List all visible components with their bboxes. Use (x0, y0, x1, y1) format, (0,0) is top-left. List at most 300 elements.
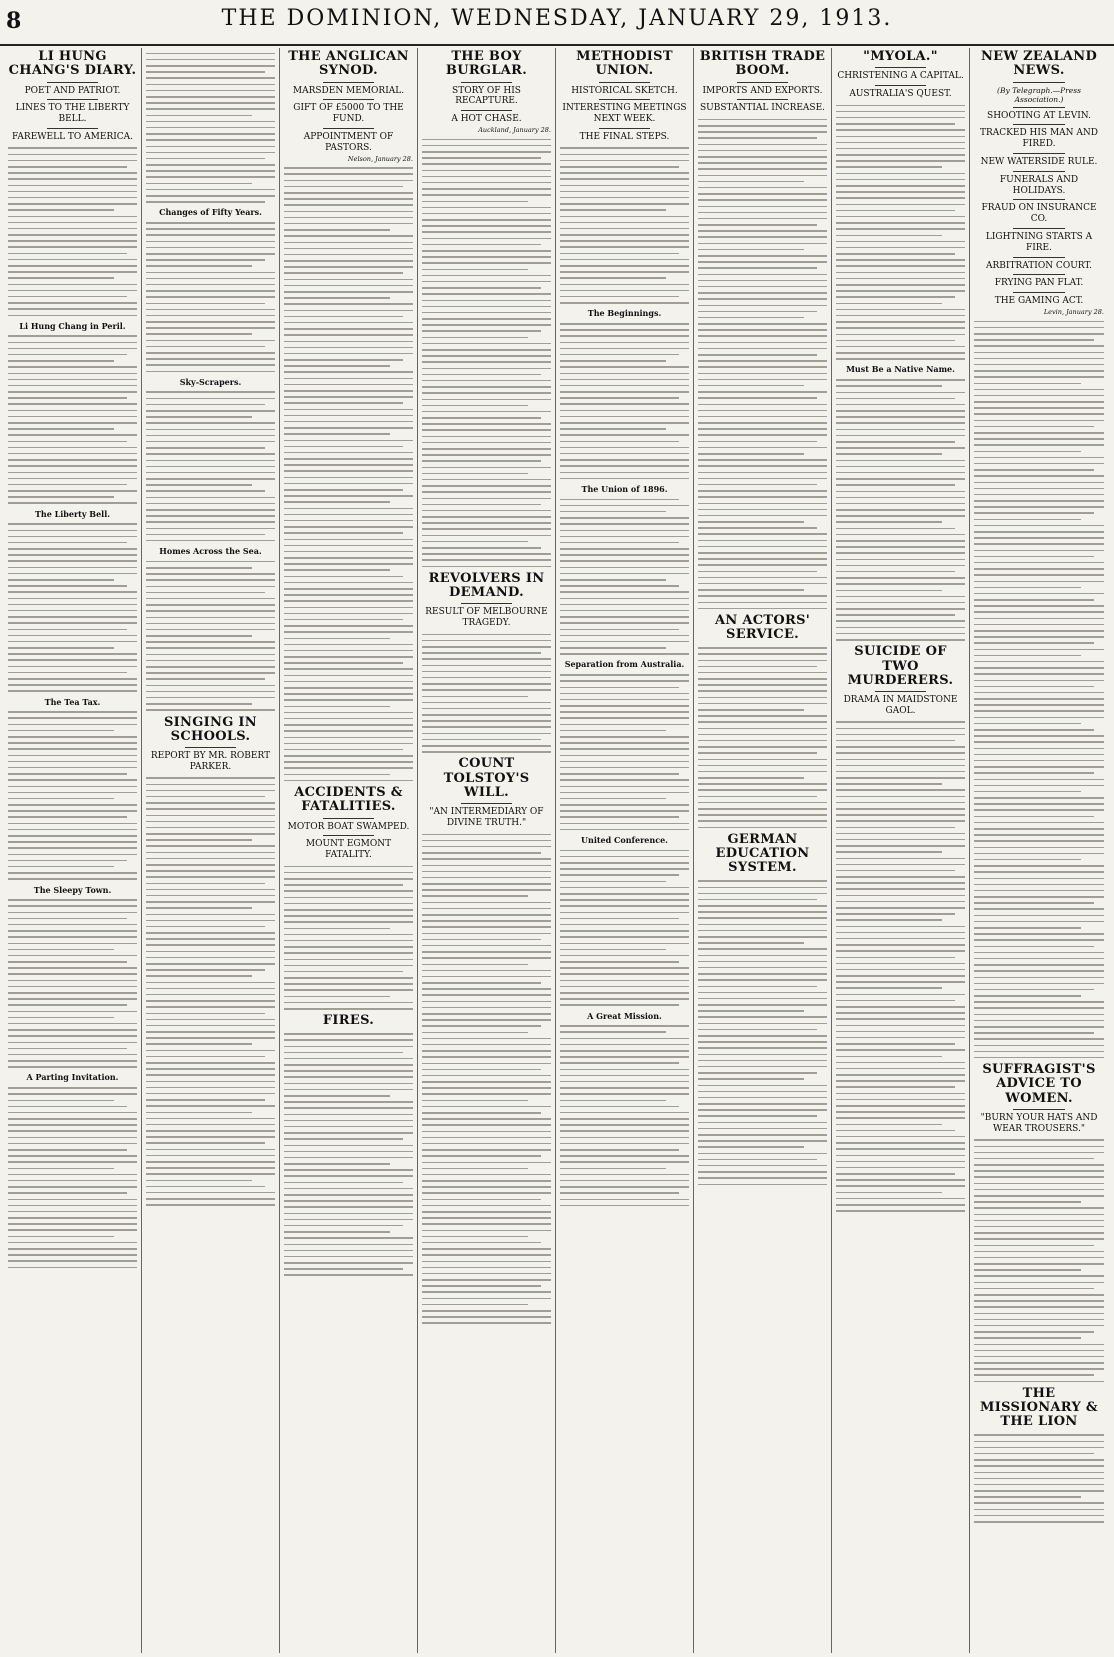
text-line (8, 905, 137, 907)
text-line (422, 1261, 551, 1263)
text-line (422, 1186, 551, 1188)
text-line (8, 403, 137, 405)
text-line (836, 216, 965, 218)
text-line (284, 693, 413, 695)
text-line (422, 1205, 551, 1207)
text-line (560, 154, 689, 156)
text-line (836, 808, 965, 810)
text-line (284, 266, 413, 268)
text-line (974, 1472, 1104, 1474)
text-line (422, 640, 551, 642)
text-line (284, 878, 413, 880)
text-line (698, 820, 827, 822)
text-line (560, 523, 689, 525)
text-line (8, 496, 114, 498)
text-line (284, 1132, 413, 1134)
text-line (284, 1083, 413, 1085)
text-line (284, 576, 403, 578)
dateline: Nelson, January 28. (347, 154, 413, 163)
text-line (698, 771, 827, 773)
text-line (698, 589, 804, 591)
text-line (560, 191, 689, 193)
text-line (836, 746, 965, 748)
text-line (698, 1072, 817, 1074)
text-line (974, 1294, 1104, 1296)
text-line (422, 1025, 541, 1027)
text-line (8, 172, 137, 174)
text-line (836, 540, 965, 542)
text-line (8, 598, 137, 600)
text-line (8, 816, 127, 818)
text-line (284, 514, 413, 516)
text-line (146, 195, 275, 197)
masthead (0, 0, 1114, 46)
article (974, 50, 1104, 1058)
text-line (974, 1170, 1104, 1172)
text-line (422, 337, 528, 339)
section-heading: Li Hung Chang in Peril. (19, 320, 126, 331)
text-line (560, 887, 689, 889)
text-line (974, 1453, 1094, 1455)
text-line (146, 272, 275, 274)
divider (323, 835, 375, 836)
article-headline: SINGING IN SCHOOLS. (163, 714, 257, 744)
text-line (560, 422, 689, 424)
text-line (422, 225, 551, 227)
text-line (146, 561, 275, 563)
text-line (284, 1194, 413, 1196)
text-line (146, 77, 275, 79)
text-line (836, 278, 965, 280)
text-line (422, 312, 551, 314)
text-line (422, 293, 551, 295)
text-line (284, 890, 413, 892)
text-line (146, 703, 252, 705)
text-line (974, 401, 1104, 403)
text-line (698, 373, 827, 375)
text-line (698, 967, 827, 969)
text-line (284, 718, 413, 720)
text-line (836, 814, 965, 816)
text-line (836, 327, 965, 329)
text-line (974, 989, 1094, 991)
text-line (698, 948, 827, 950)
text-line (560, 862, 689, 864)
text-line (698, 360, 827, 362)
text-line (698, 1109, 827, 1111)
text-line (974, 420, 1104, 422)
text-line (284, 1231, 390, 1233)
text-line (974, 482, 1104, 484)
text-line (698, 490, 827, 492)
text-line (974, 1051, 1104, 1053)
text-line (974, 964, 1104, 966)
text-line (560, 246, 689, 248)
divider (599, 99, 651, 100)
text-line (422, 213, 551, 215)
text-line (8, 478, 137, 480)
text-line (8, 560, 137, 562)
text-line (8, 530, 137, 532)
text-line (560, 724, 689, 726)
article-subheading: REPORT BY MR. ROBERT PARKER. (150, 751, 271, 772)
text-line (284, 681, 413, 683)
text-line (836, 571, 955, 573)
text-line (8, 290, 137, 292)
text-line (422, 522, 551, 524)
text-line (974, 723, 1081, 725)
text-line (836, 210, 955, 212)
article-subheading: "BURN YOUR HATS AND WEAR TROUSERS." (980, 1113, 1098, 1134)
text-line (974, 636, 1104, 638)
text-line (284, 656, 413, 658)
text-line (422, 1267, 551, 1269)
text-line (8, 1017, 114, 1019)
text-line (8, 998, 137, 1000)
section-heading: Must Be a Native Name. (846, 364, 955, 375)
text-line (8, 1093, 137, 1095)
text-line (284, 402, 403, 404)
text-line (698, 175, 827, 177)
text-line (284, 1114, 413, 1116)
text-line (146, 944, 275, 946)
text-line (560, 693, 689, 695)
text-line (146, 65, 275, 67)
divider (1013, 153, 1065, 154)
article-body (698, 119, 827, 609)
text-line (146, 1068, 275, 1070)
text-line (8, 1042, 137, 1044)
text-line (422, 733, 551, 735)
article-subheading: STORY OF HIS RECAPTURE. (452, 85, 521, 107)
text-line (974, 1490, 1104, 1492)
text-line (284, 1120, 413, 1122)
text-line (560, 222, 689, 224)
text-line (8, 228, 137, 230)
article-body (836, 721, 965, 1211)
column-6 (694, 48, 832, 1653)
text-line (698, 1004, 827, 1006)
article-subheading: DRAMA IN MAIDSTONE GAOL. (843, 695, 958, 716)
text-line (146, 994, 275, 996)
text-line (284, 934, 413, 936)
text-line (560, 1044, 689, 1046)
text-line (284, 1274, 413, 1276)
article-body (974, 1434, 1104, 1522)
text-line (422, 528, 551, 530)
text-line (698, 973, 827, 975)
text-line (8, 823, 137, 825)
text-line (836, 759, 965, 761)
text-line (8, 943, 137, 945)
text-line (974, 797, 1104, 799)
text-line (8, 579, 114, 581)
text-line (422, 423, 551, 425)
text-line (974, 1226, 1104, 1228)
article-headline: GERMAN EDUCATION SYSTEM. (715, 831, 810, 876)
text-line (698, 286, 827, 288)
text-line (284, 588, 413, 590)
text-line (422, 1155, 541, 1157)
text-line (836, 197, 965, 199)
text-line (422, 287, 541, 289)
text-line (698, 459, 827, 461)
text-line (974, 1232, 1104, 1234)
article (422, 572, 551, 753)
text-line (560, 385, 689, 387)
text-line (8, 416, 137, 418)
text-line (560, 416, 689, 418)
text-line (146, 957, 275, 959)
text-line (974, 1026, 1104, 1028)
article-subheading: THE FINAL STEPS. (579, 131, 670, 142)
text-line (284, 1101, 413, 1103)
text-line (560, 354, 679, 356)
text-line (836, 919, 942, 921)
text-line (422, 1199, 541, 1201)
text-line (836, 1037, 965, 1039)
text-line (560, 1100, 666, 1102)
text-line (836, 136, 965, 138)
text-line (560, 792, 689, 794)
text-line (146, 1167, 275, 1169)
text-line (284, 341, 413, 343)
text-line (698, 274, 827, 276)
article-body (836, 105, 965, 641)
text-line (146, 391, 275, 393)
text-line (422, 1162, 551, 1164)
text-line (974, 977, 1104, 979)
text-line (974, 946, 1094, 948)
text-line (836, 392, 965, 394)
text-line (698, 478, 827, 480)
text-line (146, 1136, 275, 1138)
text-line (146, 1155, 275, 1157)
article-headline: NEW ZEALAND NEWS. (980, 49, 1098, 79)
text-line (836, 303, 942, 305)
text-line (422, 714, 551, 716)
text-line (422, 417, 541, 419)
text-line (836, 460, 965, 462)
divider (461, 110, 513, 111)
text-line (560, 530, 689, 532)
text-line (146, 876, 275, 878)
text-line (974, 958, 1104, 960)
section-heading: The Liberty Bell. (34, 508, 111, 519)
text-line (560, 955, 689, 957)
text-line (560, 240, 689, 242)
text-line (560, 992, 689, 994)
text-line (836, 882, 965, 884)
text-line (698, 752, 817, 754)
text-line (284, 650, 413, 652)
text-line (422, 1180, 551, 1182)
text-line (974, 834, 1104, 836)
text-line (698, 385, 804, 387)
text-line (284, 539, 413, 541)
text-line (8, 277, 114, 279)
text-line (698, 1134, 827, 1136)
text-line (8, 748, 137, 750)
text-line (698, 453, 804, 455)
text-line (8, 271, 137, 273)
section-heading: Sky-Scrapers. (179, 376, 242, 387)
text-line (422, 1081, 551, 1083)
text-line (560, 410, 689, 412)
text-line (836, 1062, 965, 1064)
text-line (422, 176, 551, 178)
text-line (974, 1362, 1104, 1364)
text-line (974, 921, 1104, 923)
text-line (974, 1045, 1104, 1047)
text-line (560, 705, 689, 707)
text-line (560, 1112, 689, 1114)
text-line (974, 1195, 1104, 1197)
article (422, 757, 551, 1323)
text-line (8, 1106, 127, 1108)
text-line (422, 281, 551, 283)
text-line (422, 1050, 551, 1052)
text-line (422, 380, 551, 382)
text-line (560, 604, 689, 606)
text-line (560, 810, 689, 812)
text-line (284, 279, 413, 281)
text-line (284, 989, 413, 991)
text-line (836, 1025, 965, 1027)
text-line (974, 1020, 1104, 1022)
article-body (146, 777, 275, 1205)
text-line (560, 1137, 689, 1139)
text-line (560, 403, 689, 405)
text-line (974, 1368, 1104, 1370)
text-line (698, 280, 827, 282)
text-line (422, 683, 551, 685)
text-line (836, 895, 965, 897)
text-line (284, 353, 413, 355)
text-line (146, 515, 275, 517)
text-line (560, 905, 689, 907)
text-line (974, 407, 1104, 409)
text-line (146, 833, 275, 835)
text-line (974, 1245, 1094, 1247)
text-line (698, 397, 817, 399)
text-line (284, 965, 413, 967)
article-headline: SUFFRAGIST'S ADVICE TO WOMEN. (982, 1062, 1096, 1106)
text-line (8, 1236, 114, 1238)
column-1 (4, 48, 142, 1653)
text-line (8, 1242, 137, 1244)
column-7 (832, 48, 970, 1653)
text-line (974, 1306, 1104, 1308)
text-line (836, 833, 965, 835)
text-line (8, 1054, 137, 1056)
text-line (698, 428, 827, 430)
text-line (974, 593, 1104, 595)
text-line (146, 821, 275, 823)
text-line (8, 490, 137, 492)
text-line (560, 730, 666, 732)
text-line (8, 860, 127, 862)
text-line (698, 206, 827, 208)
text-line (284, 316, 403, 318)
text-line (560, 499, 679, 501)
text-line (698, 329, 827, 331)
text-line (422, 933, 551, 935)
text-line (422, 473, 528, 475)
text-line (422, 454, 551, 456)
text-line (146, 521, 275, 523)
article-headline: THE MISSIONARY & THE LION (980, 1385, 1098, 1430)
text-line (284, 254, 413, 256)
article-subheading: MARSDEN MEMORIAL. (292, 85, 405, 96)
text-line (698, 672, 827, 674)
text-line (698, 1085, 827, 1087)
text-line (422, 547, 541, 549)
article-headline: COUNT TOLSTOY'S WILL. (443, 756, 530, 801)
text-line (8, 441, 127, 443)
article-body (560, 147, 689, 1206)
text-line (284, 334, 413, 336)
divider (737, 82, 789, 83)
text-line (836, 241, 965, 243)
text-line (422, 1223, 551, 1225)
text-line (560, 302, 689, 304)
text-line (8, 878, 137, 880)
text-line (560, 1106, 679, 1108)
text-line (8, 1248, 137, 1250)
text-line (146, 1186, 265, 1188)
text-line (8, 742, 137, 744)
text-line (146, 189, 275, 191)
text-line (146, 697, 275, 699)
text-line (146, 852, 275, 854)
article (698, 614, 827, 828)
text-line (974, 1350, 1104, 1352)
text-line (560, 1093, 689, 1095)
text-line (560, 680, 689, 682)
text-line (974, 865, 1104, 867)
text-line (284, 1064, 413, 1066)
text-line (560, 203, 689, 205)
text-line (284, 217, 413, 219)
text-line (560, 1118, 689, 1120)
text-line (146, 1093, 275, 1095)
text-line (698, 827, 827, 829)
text-line (560, 742, 689, 744)
text-line (698, 1115, 817, 1117)
text-line (698, 728, 827, 730)
article-subheading: MOTOR BOAT SWAMPED. (287, 821, 410, 832)
article-subheading: INTERESTING MEETINGS NEXT WEEK. (562, 103, 687, 125)
text-line (698, 690, 827, 692)
text-line (8, 1029, 137, 1031)
text-line (422, 207, 551, 209)
text-line (146, 241, 275, 243)
text-line (146, 796, 265, 798)
text-line (974, 717, 1104, 719)
article-headline: BRITISH TRADE BOOM. (699, 49, 826, 79)
text-line (560, 924, 689, 926)
text-line (422, 951, 551, 953)
text-line (146, 808, 275, 810)
text-line (560, 598, 689, 600)
divider (1013, 292, 1065, 293)
text-line (284, 1250, 413, 1252)
text-line (8, 259, 137, 261)
text-line (8, 348, 137, 350)
text-line (560, 585, 679, 587)
text-line (284, 440, 413, 442)
